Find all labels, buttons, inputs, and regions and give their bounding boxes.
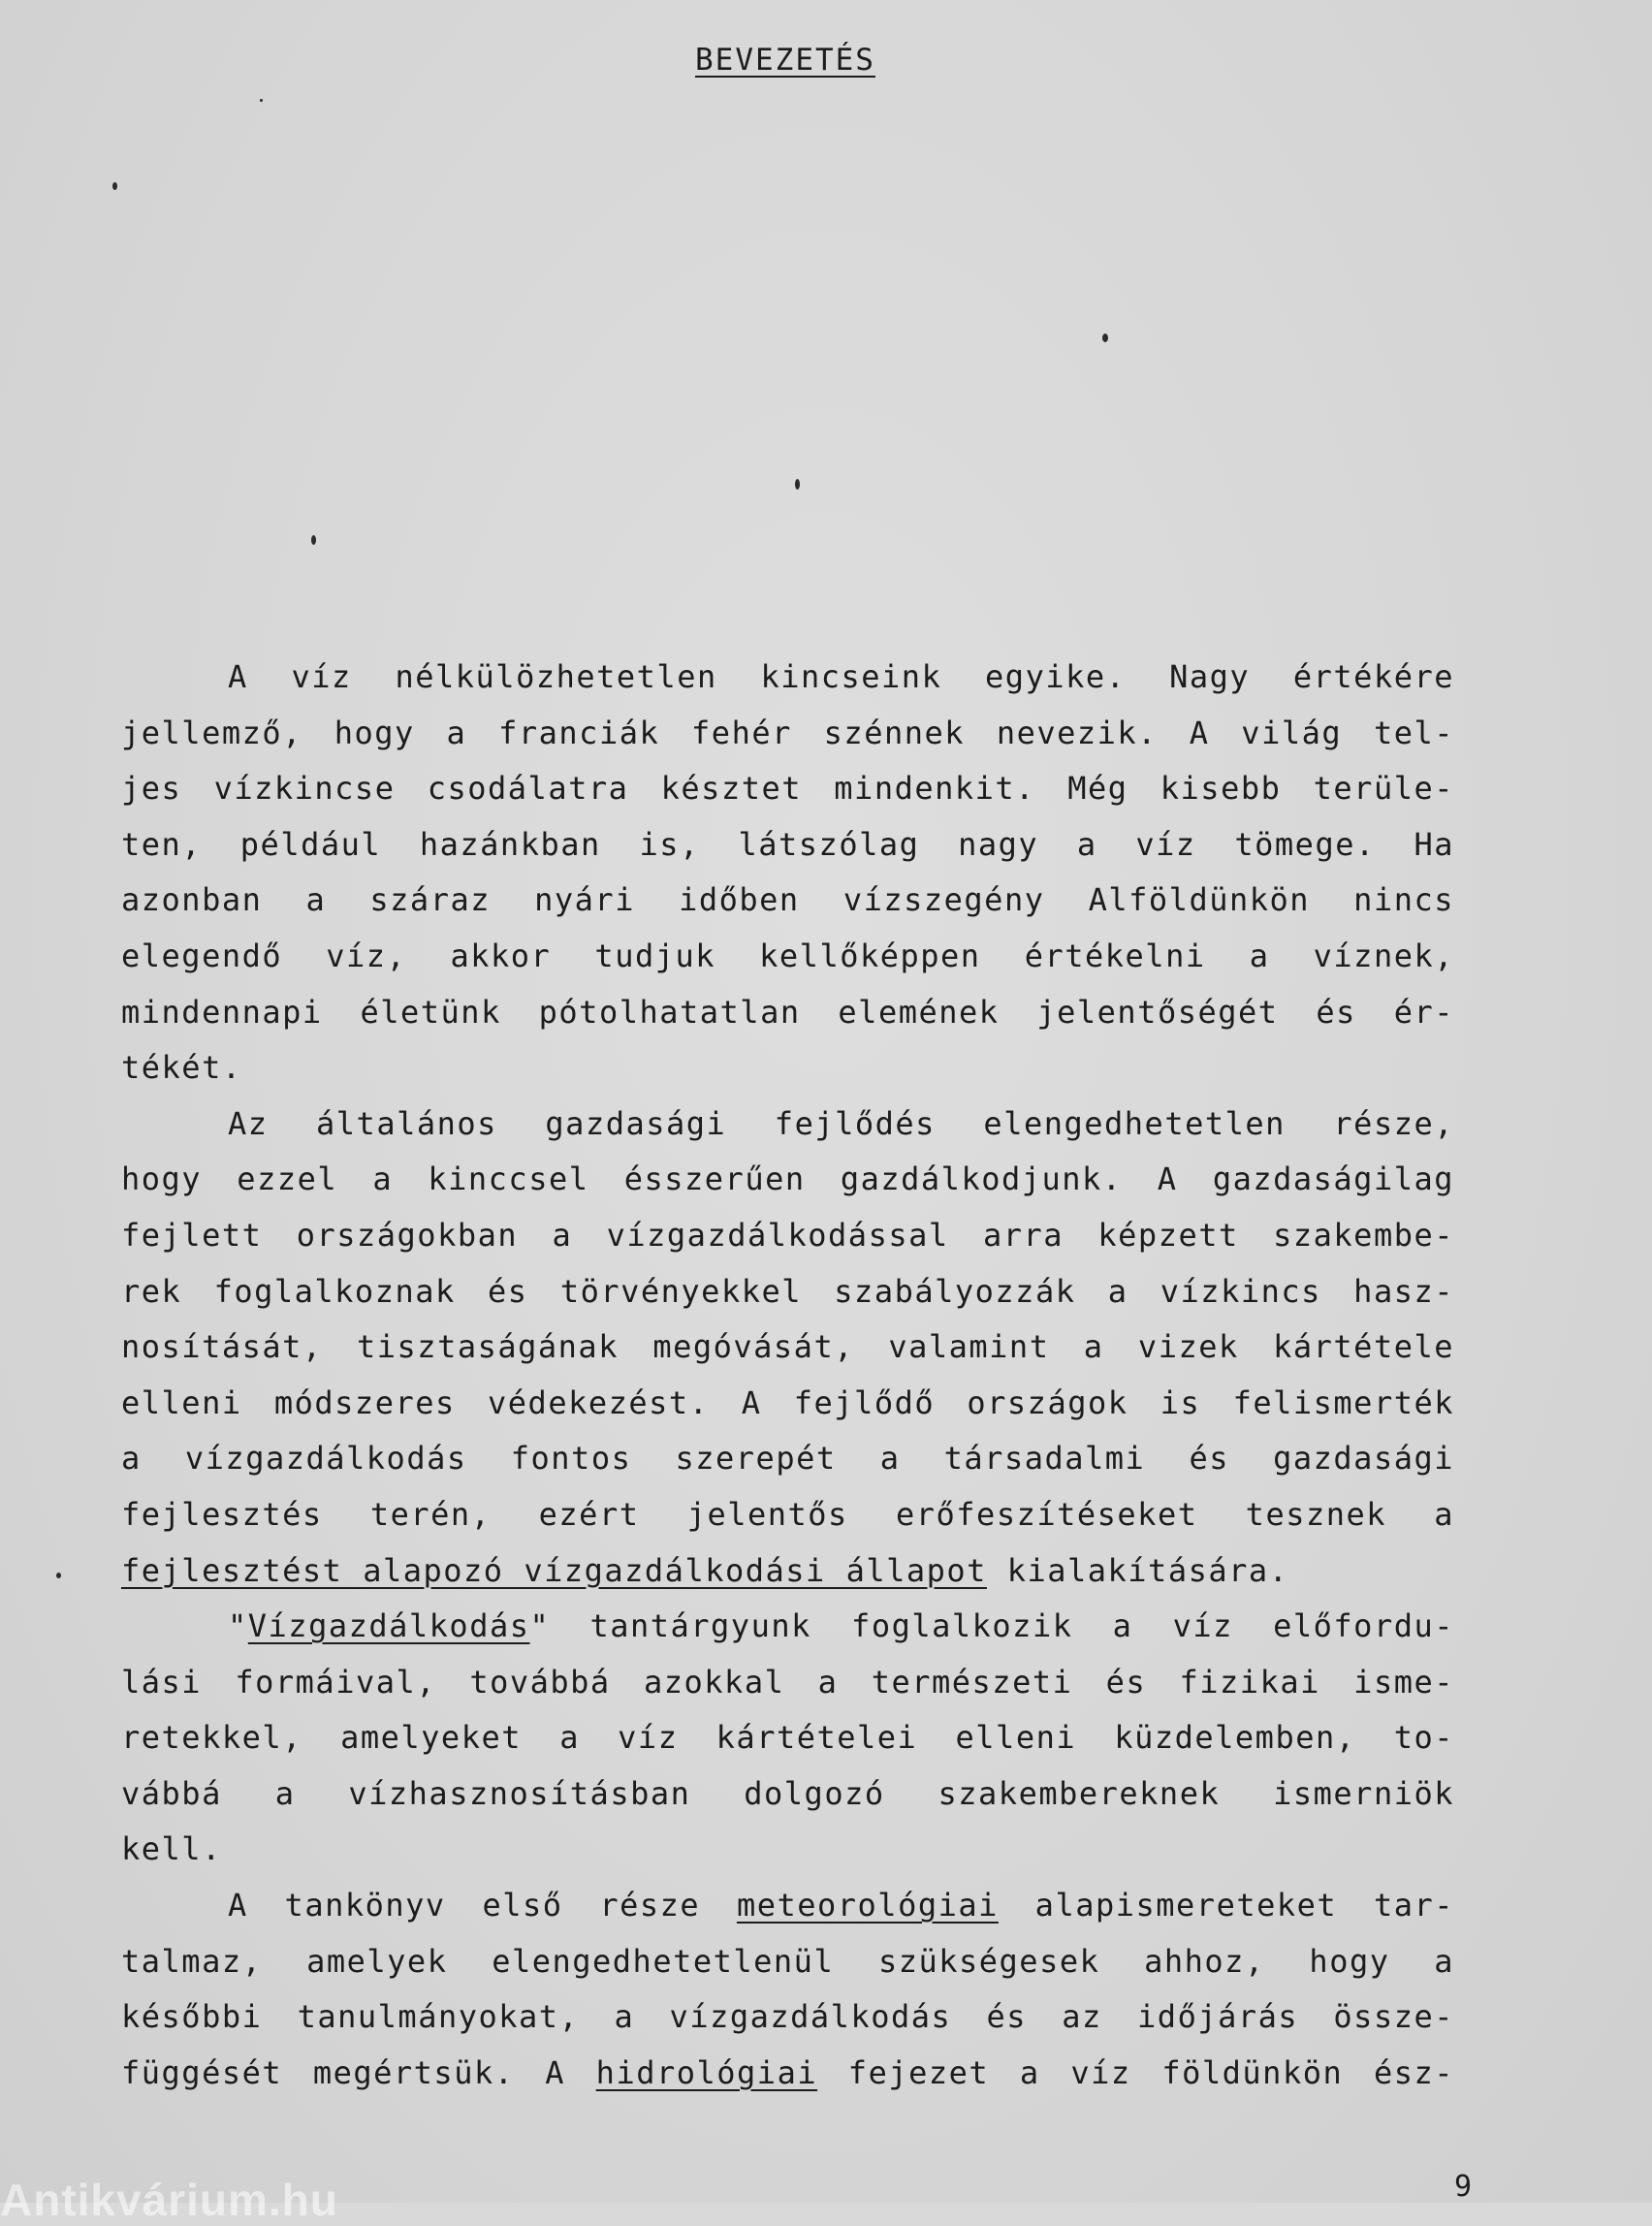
- text-line: A víz nélkülözhetetlen kincseink egyike. Nagy értékére: [228, 658, 1454, 695]
- scan-speck: [112, 182, 117, 190]
- text-line: [121, 1543, 1454, 1600]
- text-line: [121, 2046, 1454, 2102]
- text-line: jellemző, hogy a franciák fehér szénnek nevezik. A világ tel-: [121, 714, 1454, 751]
- scan-speck: [56, 1573, 61, 1578]
- underlined-phrase: Vízgazdálkodás: [247, 1607, 530, 1645]
- text-span: alapismereteket tar-: [998, 1887, 1455, 1924]
- underlined-phrase: meteorológiai: [736, 1887, 999, 1924]
- text-line: [121, 1599, 1454, 1655]
- text-line: hogy ezzel a kinccsel ésszerűen gazdálkodjunk. A gazdaságilag: [121, 1161, 1454, 1198]
- text-line: retekkel, amelyeket a víz kártételei elleni küzdelemben, to-: [121, 1719, 1454, 1757]
- scan-speck: [260, 99, 263, 102]
- text-span: " tantárgyunk foglalkozik a víz előfordu-: [529, 1607, 1454, 1645]
- text-line: elleni módszeres védekezést. A fejlődő országok is felismerték: [121, 1383, 1454, 1421]
- text-line: Az általános gazdasági fejlődés elengedhetetlen része,: [228, 1104, 1454, 1142]
- text-line: kell.: [121, 1830, 222, 1868]
- scan-speck: [311, 535, 316, 545]
- text-line: elegendő víz, akkor tudjuk kellőképpen értékelni a víznek,: [121, 937, 1454, 974]
- text-line: a vízgazdálkodás fontos szerepét a társadalmi és gazdasági: [121, 1440, 1454, 1478]
- text-line: jes vízkincse csodálatra késztet mindenkit. Még kisebb terüle-: [121, 770, 1454, 808]
- text-line: fejlett országokban a vízgazdálkodással arra képzett szakembe-: [121, 1216, 1454, 1254]
- watermark: Antikvárium.hu: [0, 2175, 338, 2225]
- page-title: [0, 43, 1571, 78]
- page-number: 9: [1454, 2170, 1473, 2204]
- text-line: vábbá a vízhasznosításban dolgozó szakembereknek ismerniök: [121, 1774, 1454, 1812]
- text-line: talmaz, amelyek elengedhetetlenül szükségesek ahhoz, hogy a: [121, 1942, 1454, 1980]
- text-line: tékét.: [121, 1049, 242, 1087]
- text-line: rek foglalkoznak és törvényekkel szabályozzák a vízkincs hasz-: [121, 1272, 1454, 1310]
- page-title-text: BEVEZETÉS: [695, 43, 875, 78]
- underlined-phrase: hidrológiai: [595, 2053, 818, 2091]
- text-span: ": [228, 1607, 248, 1645]
- text-line: azonban a száraz nyári időben vízszegény Alföldünkön nincs: [121, 881, 1454, 919]
- text-span: fejezet a víz földünkön ész-: [817, 2053, 1455, 2091]
- text-line: későbbi tanulmányokat, a vízgazdálkodás és az időjárás össze-: [121, 1998, 1454, 2036]
- scan-speck: [795, 479, 800, 490]
- body-text: [121, 650, 1454, 2101]
- text-line: nosítását, tisztaságának megóvását, valamint a vizek kártétele: [121, 1328, 1454, 1366]
- text-span: kialakítására.: [986, 1551, 1289, 1589]
- text-span: függését megértsük. A: [121, 2053, 596, 2091]
- text-line: lási formáival, továbbá azokkal a természeti és fizikai isme-: [121, 1663, 1454, 1701]
- text-line: [121, 1878, 1454, 1934]
- text-line: fejlesztés terén, ezért jelentős erőfeszítéseket tesznek a: [121, 1495, 1454, 1533]
- text-line: mindennapi életünk pótolhatatlan elemének jelentőségét és ér-: [121, 993, 1454, 1031]
- text-line: ten, például hazánkban is, látszólag nagy a víz tömege. Ha: [121, 825, 1454, 863]
- text-span: A tankönyv első része: [228, 1887, 737, 1924]
- scan-speck: [1102, 334, 1108, 342]
- underlined-phrase: fejlesztést alapozó vízgazdálkodási állapot: [121, 1551, 987, 1589]
